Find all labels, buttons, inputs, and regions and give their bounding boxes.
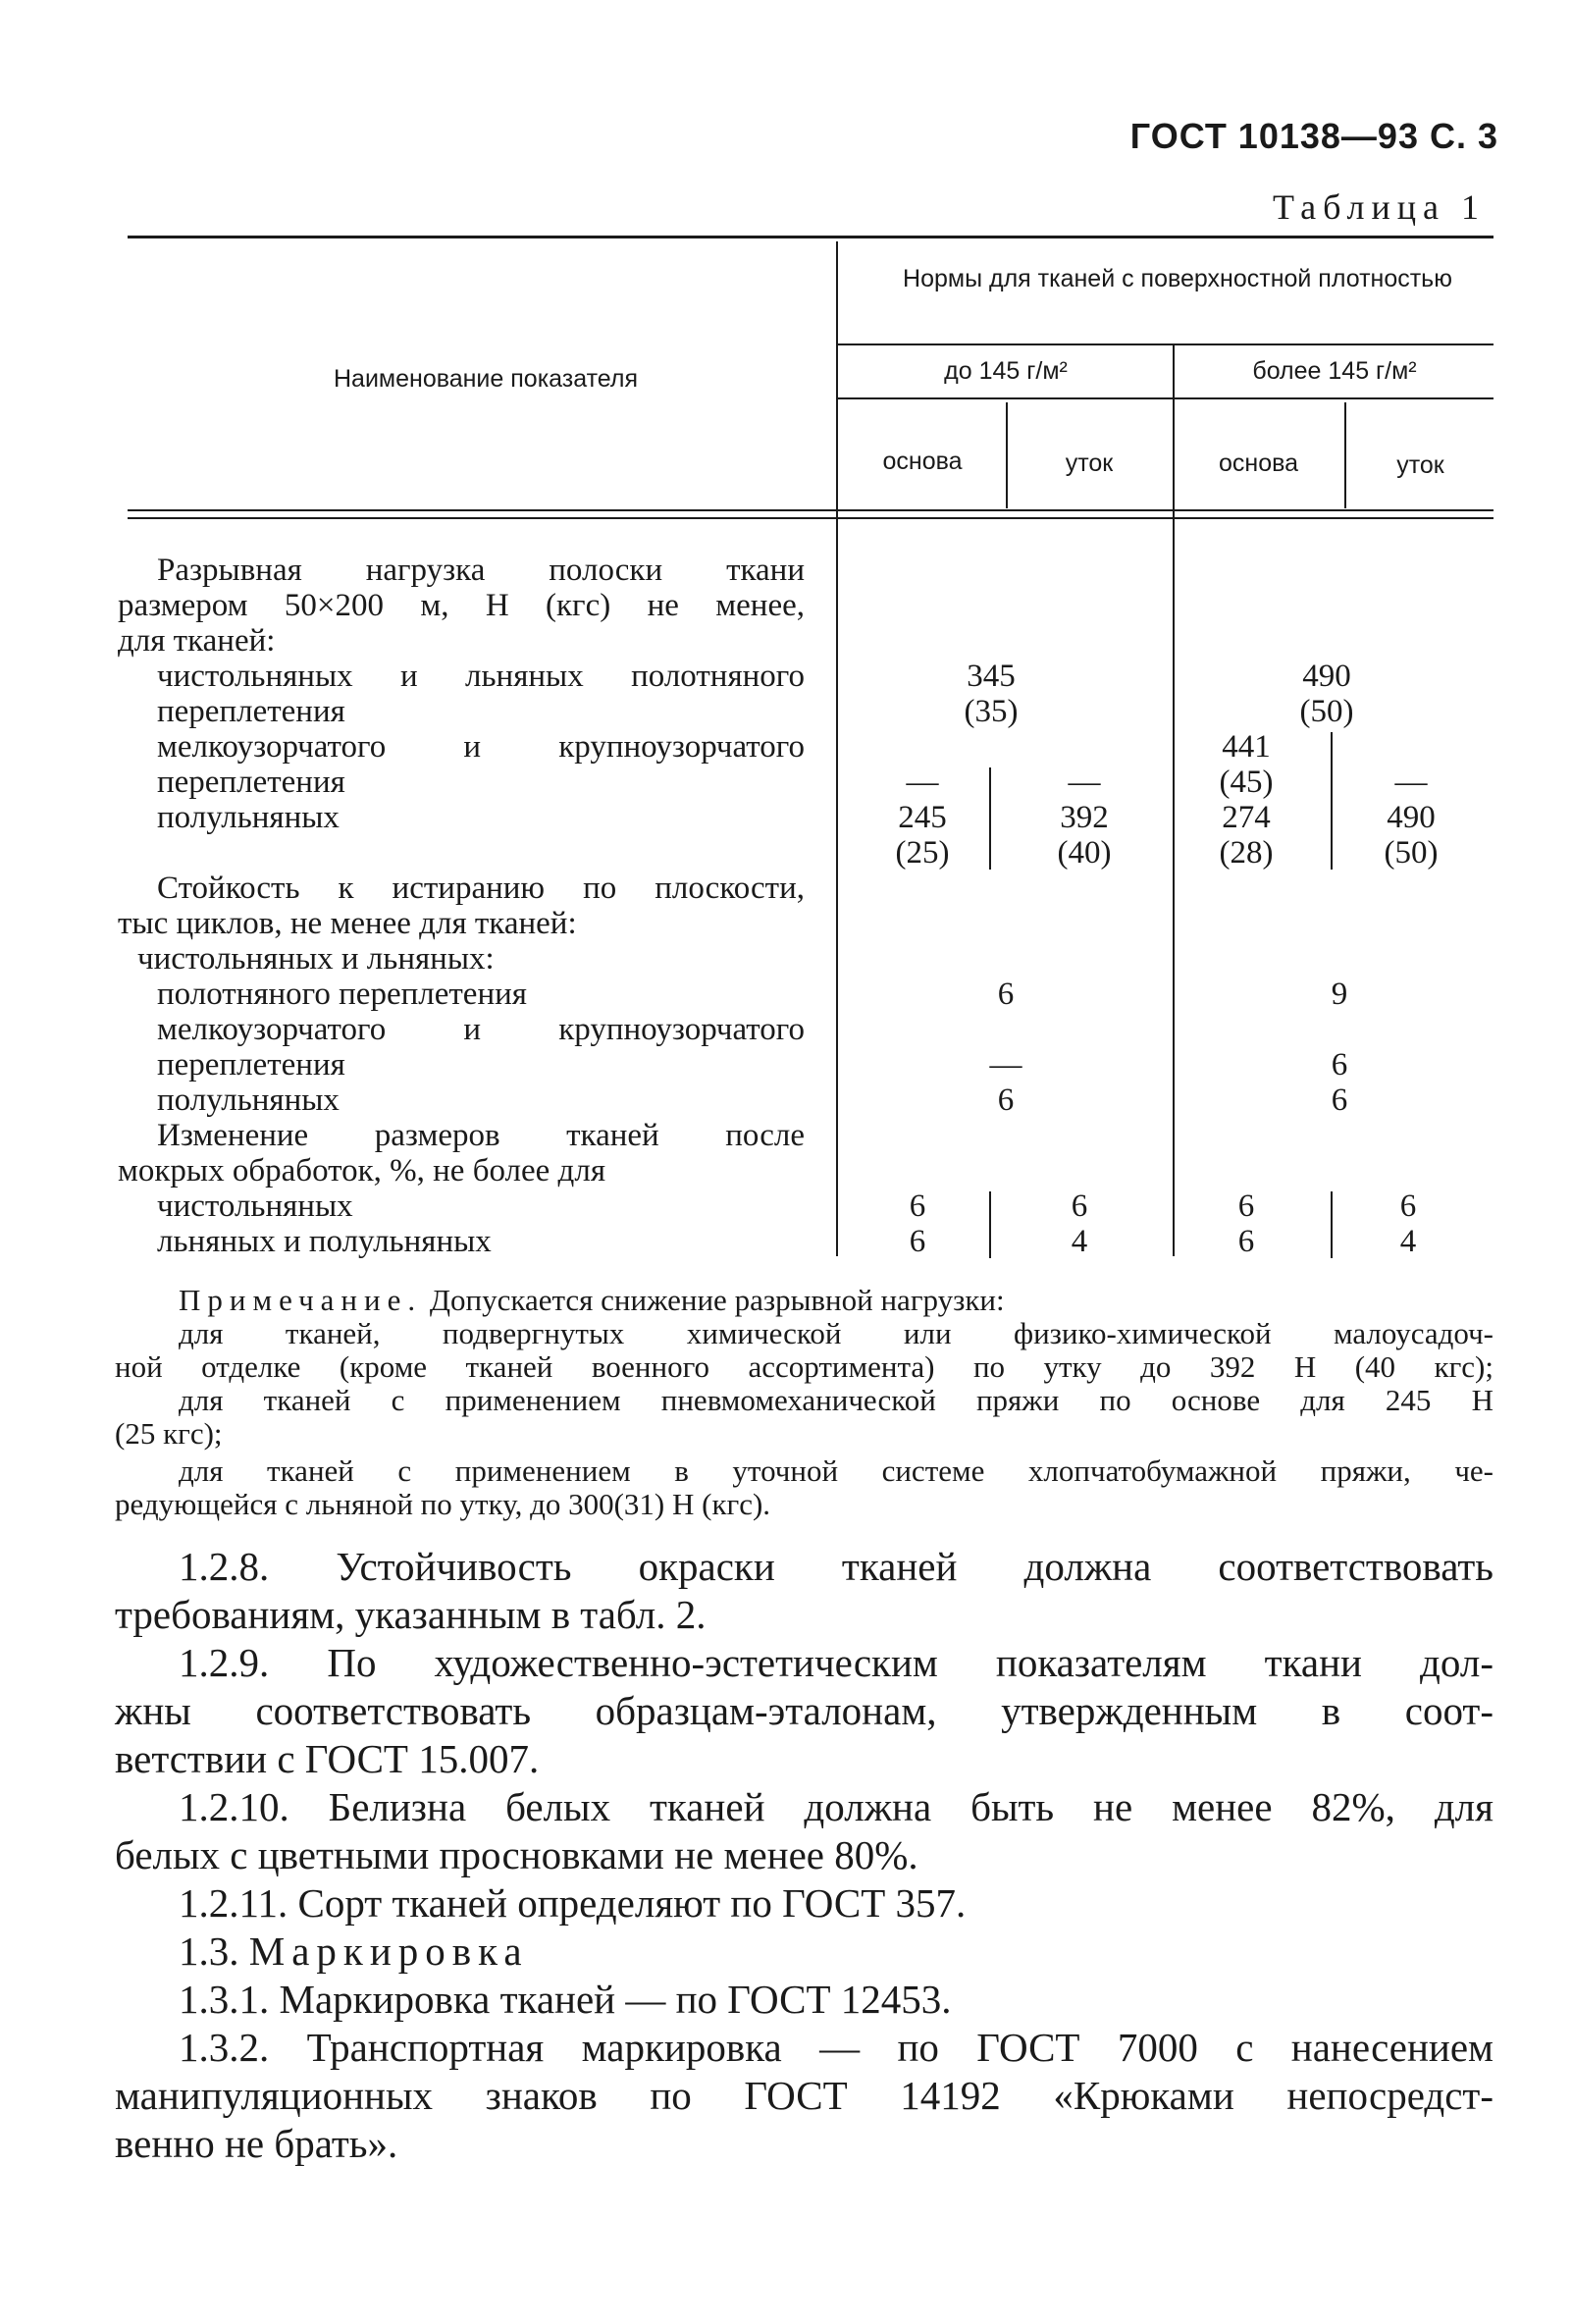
group-rule bbox=[838, 397, 1493, 399]
cell-value: 392 bbox=[1060, 800, 1109, 835]
cell-value: 6 bbox=[1071, 1188, 1088, 1224]
col-divider-sub1 bbox=[1006, 402, 1008, 508]
paragraph-line: венно не брать». bbox=[115, 2121, 398, 2166]
cell-value: 4 bbox=[1071, 1224, 1088, 1259]
cell-value: — bbox=[1068, 765, 1101, 800]
col-divider-sub2 bbox=[1344, 402, 1346, 508]
inner-divider bbox=[1331, 1191, 1333, 1258]
header-osnova-1: основа bbox=[882, 448, 963, 475]
cell-value: 490 bbox=[1387, 800, 1436, 835]
paragraph-line: жны соответствовать образцам-эталонам, утвержденным в соот- bbox=[115, 1688, 1493, 1733]
paragraph-line: 1.2.10. Белизна белых тканей должна быть не менее 82%, для bbox=[179, 1784, 1493, 1829]
row-label: Разрывная нагрузка полоски ткани bbox=[157, 553, 805, 588]
row-label: переплетения bbox=[157, 694, 345, 729]
header-norms: Нормы для тканей с поверхностной плотностью bbox=[903, 265, 1452, 292]
cell-value: (28) bbox=[1219, 835, 1274, 871]
cell-value: 345 bbox=[967, 659, 1016, 694]
note-line-5: (25 кгс); bbox=[115, 1416, 223, 1451]
table-caption: Таблица 1 bbox=[1273, 187, 1486, 227]
cell-value: 6 bbox=[909, 1188, 926, 1224]
cell-value: 245 bbox=[898, 800, 947, 835]
row-label: для тканей: bbox=[118, 623, 276, 659]
note-line-6: для тканей с применением в уточной системе хлопчатобумажной пряжи, че- bbox=[179, 1453, 1493, 1488]
row-label: мокрых обработок, %, не более для bbox=[118, 1153, 605, 1188]
paragraph-line: ветствии с ГОСТ 15.007. bbox=[115, 1736, 540, 1781]
cell-value: 6 bbox=[1399, 1188, 1417, 1224]
cell-value: 6 bbox=[1331, 1047, 1348, 1083]
row-label: чистольняных и льняных: bbox=[137, 941, 495, 977]
cell-value: 6 bbox=[909, 1224, 926, 1259]
inner-divider bbox=[989, 1191, 991, 1258]
note-label: Примечание. bbox=[179, 1283, 423, 1317]
row-label: Стойкость к истиранию по плоскости, bbox=[157, 871, 805, 906]
row-label: чистольняных и льняных полотняного bbox=[157, 659, 805, 694]
cell-value: (50) bbox=[1384, 835, 1439, 871]
cell-value: — bbox=[906, 765, 939, 800]
inner-divider bbox=[989, 767, 991, 870]
paragraph-line: манипуляционных знаков по ГОСТ 14192 «Крюками непосредст- bbox=[115, 2073, 1493, 2118]
header-name-column: Наименование показателя bbox=[334, 365, 638, 393]
row-label: льняных и полульняных bbox=[157, 1224, 492, 1259]
header-utok-1: уток bbox=[1065, 449, 1114, 477]
section-heading bbox=[179, 1928, 1557, 1976]
note-line-4: для тканей с применением пневмомеханической пряжи по основе для 245 Н bbox=[179, 1383, 1493, 1417]
cell-value: 441 bbox=[1222, 729, 1271, 765]
cell-value: 490 bbox=[1302, 659, 1351, 694]
inner-divider bbox=[1331, 732, 1333, 870]
row-label: полульняных bbox=[157, 800, 340, 835]
header-utok-2: уток bbox=[1396, 451, 1444, 479]
cell-value: (40) bbox=[1057, 835, 1112, 871]
cell-value: (35) bbox=[964, 694, 1019, 729]
cell-value: 6 bbox=[997, 977, 1015, 1012]
row-label: переплетения bbox=[157, 765, 345, 800]
paragraph-line: 1.2.8. Устойчивость окраски тканей должна соответствовать bbox=[179, 1544, 1493, 1589]
page-header: ГОСТ 10138—93 С. 3 bbox=[1129, 116, 1498, 156]
row-label: Изменение размеров тканей после bbox=[157, 1118, 805, 1153]
note-line-1 bbox=[179, 1284, 1258, 1317]
cell-value: 9 bbox=[1331, 977, 1348, 1012]
cell-value: (50) bbox=[1299, 694, 1354, 729]
note-text: Допускается снижение разрывной нагрузки: bbox=[429, 1283, 1005, 1317]
cell-value: 4 bbox=[1399, 1224, 1417, 1259]
cell-value: (45) bbox=[1219, 765, 1274, 800]
note-line-3: ной отделке (кроме тканей военного ассортимента) по утку до 392 Н (40 кгс); bbox=[115, 1349, 1493, 1384]
note-line-2: для тканей, подвергнутых химической или физико-химической малоусадоч- bbox=[179, 1316, 1493, 1350]
col-divider-groups bbox=[1173, 345, 1175, 1256]
row-label: мелкоузорчатого и крупноузорчатого bbox=[157, 729, 805, 765]
paragraph-line: 1.2.9. По художественно-эстетическим показателям ткани дол- bbox=[179, 1640, 1493, 1685]
section-title: Маркировка bbox=[248, 1928, 529, 1974]
table-header-rule-1 bbox=[128, 509, 1493, 511]
header-group-2: более 145 г/м² bbox=[1252, 357, 1417, 385]
paragraph-line: 1.3.1. Маркировка тканей — по ГОСТ 12453. bbox=[179, 1977, 952, 2022]
row-label: чистольняных bbox=[157, 1188, 353, 1224]
cell-value: 274 bbox=[1222, 800, 1271, 835]
table-header-rule-2 bbox=[128, 517, 1493, 519]
col-divider-main bbox=[836, 241, 838, 1256]
paragraph-line: 1.2.11. Сорт тканей определяют по ГОСТ 357. bbox=[179, 1880, 967, 1926]
cell-value: — bbox=[989, 1047, 1022, 1083]
header-group-1: до 145 г/м² bbox=[944, 357, 1068, 385]
cell-value: — bbox=[1394, 765, 1428, 800]
row-label: тыс циклов, не менее для тканей: bbox=[118, 906, 577, 941]
cell-value: 6 bbox=[997, 1083, 1015, 1118]
cell-value: 6 bbox=[1237, 1224, 1255, 1259]
paragraph-line: требованиям, указанным в табл. 2. bbox=[115, 1592, 707, 1637]
cell-value: 6 bbox=[1237, 1188, 1255, 1224]
cell-value: 6 bbox=[1331, 1083, 1348, 1118]
row-label: мелкоузорчатого и крупноузорчатого bbox=[157, 1012, 805, 1047]
paragraph-line: 1.3.2. Транспортная маркировка — по ГОСТ 7000 с нанесением bbox=[179, 2025, 1493, 2070]
row-label: переплетения bbox=[157, 1047, 345, 1083]
row-label: размером 50×200 м, Н (кгс) не менее, bbox=[118, 588, 805, 623]
norms-rule bbox=[838, 343, 1493, 345]
row-label: полульняных bbox=[157, 1083, 340, 1118]
row-label: полотняного переплетения bbox=[157, 977, 527, 1012]
header-osnova-2: основа bbox=[1218, 449, 1299, 477]
note-line-7: редующейся с льняной по утку, до 300(31) Н (кгс). bbox=[115, 1487, 771, 1521]
table-top-rule bbox=[128, 236, 1493, 238]
section-number: 1.3. bbox=[179, 1928, 239, 1974]
paragraph-line: белых с цветными просновками не менее 80%. bbox=[115, 1832, 918, 1877]
cell-value: (25) bbox=[895, 835, 950, 871]
